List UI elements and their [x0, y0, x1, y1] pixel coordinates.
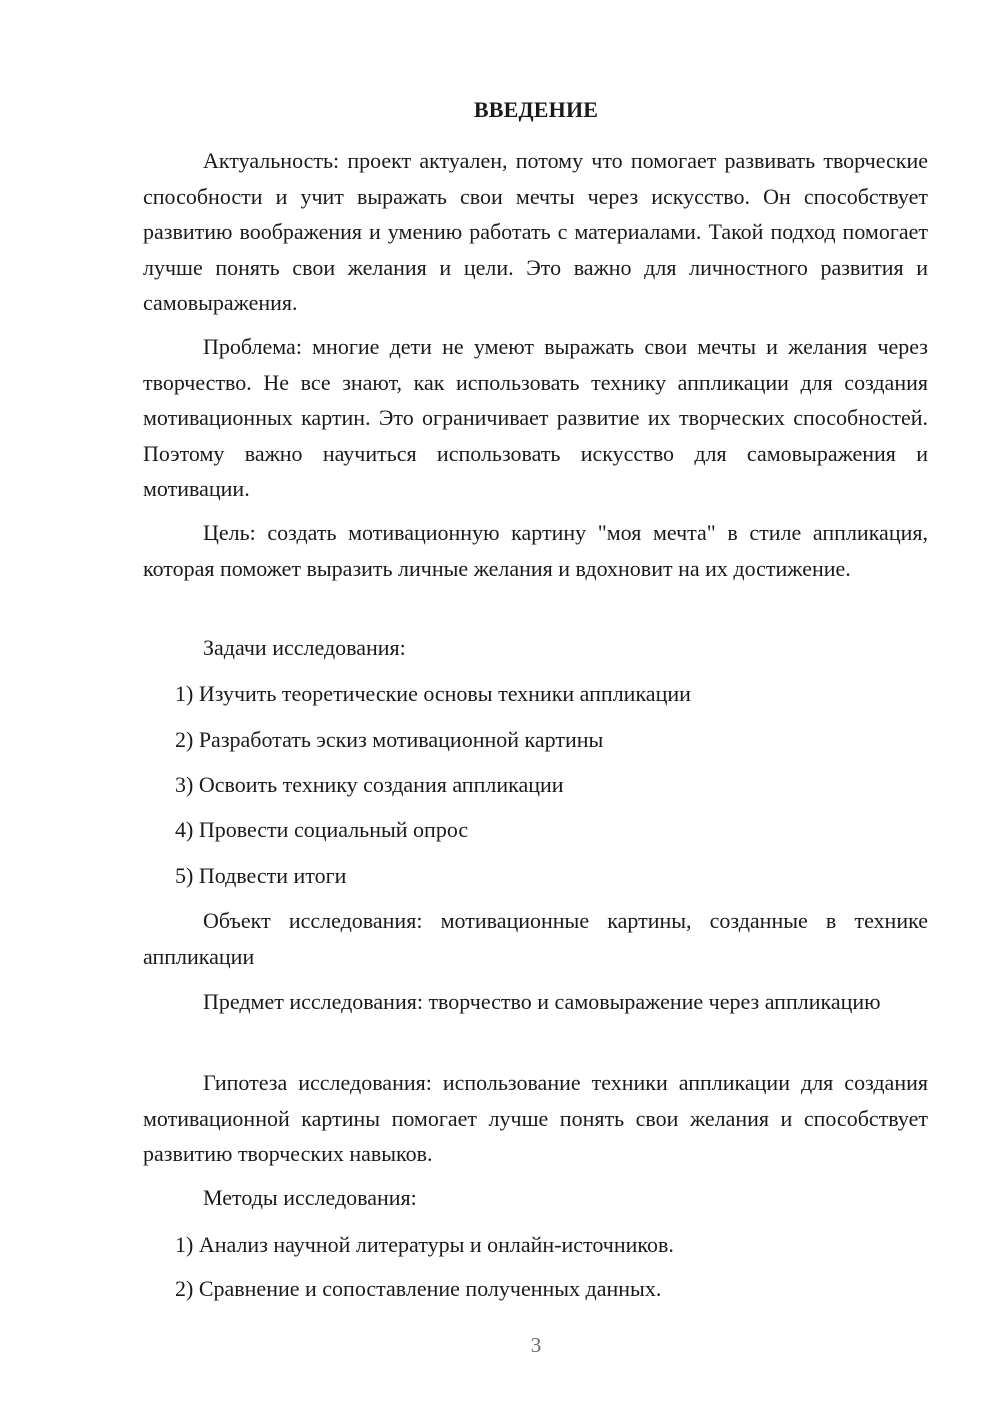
method-item: 1) Анализ научной литературы и онлайн-источников.: [175, 1232, 674, 1257]
subject-paragraph: Предмет исследования: творчество и самовыражение через аппликацию: [203, 989, 881, 1014]
task-item: 2) Разработать эскиз мотивационной картины: [175, 727, 604, 752]
task-item: 5) Подвести итоги: [175, 863, 347, 888]
goal-paragraph: Цель: создать мотивационную картину "моя мечта" в стиле аппликация, которая поможет выразить личные желания и вдохновит на их достижение.: [143, 520, 928, 581]
task-item: 3) Освоить технику создания аппликации: [175, 772, 564, 797]
relevance-paragraph: Актуальность: проект актуален, потому что помогает развивать творческие способности и учит выражать свои мечты через искусство. Он способствует развитию воображения и умению работать с материалами. Такой подход помогает лучше понять свои желания и цели. Это важно для личностного развития и самовыражения.: [143, 148, 928, 315]
section-heading: ВВЕДЕНИЕ: [473, 97, 599, 122]
hypothesis-paragraph: Гипотеза исследования: использование техники аппликации для создания мотивационной картины помогает лучше понять свои желания и способствует развитию творческих навыков.: [143, 1070, 928, 1166]
task-item: 4) Провести социальный опрос: [175, 817, 469, 842]
object-paragraph: Объект исследования: мотивационные картины, созданные в технике аппликации: [143, 908, 928, 969]
problem-paragraph: Проблема: многие дети не умеют выражать свои мечты и желания через творчество. Не все знают, как использовать технику аппликации для создания мотивационных картин. Это ограничивает развитие их творческих способностей. Поэтому важно научиться использовать искусство для самовыражения и мотивации.: [143, 334, 928, 501]
method-item: 2) Сравнение и сопоставление полученных данных.: [175, 1276, 662, 1301]
methods-heading: Методы исследования:: [203, 1185, 417, 1210]
task-item: 1) Изучить теоретические основы техники аппликации: [175, 681, 691, 706]
page-number: 3: [530, 1333, 542, 1357]
tasks-heading: Задачи исследования:: [203, 635, 406, 660]
